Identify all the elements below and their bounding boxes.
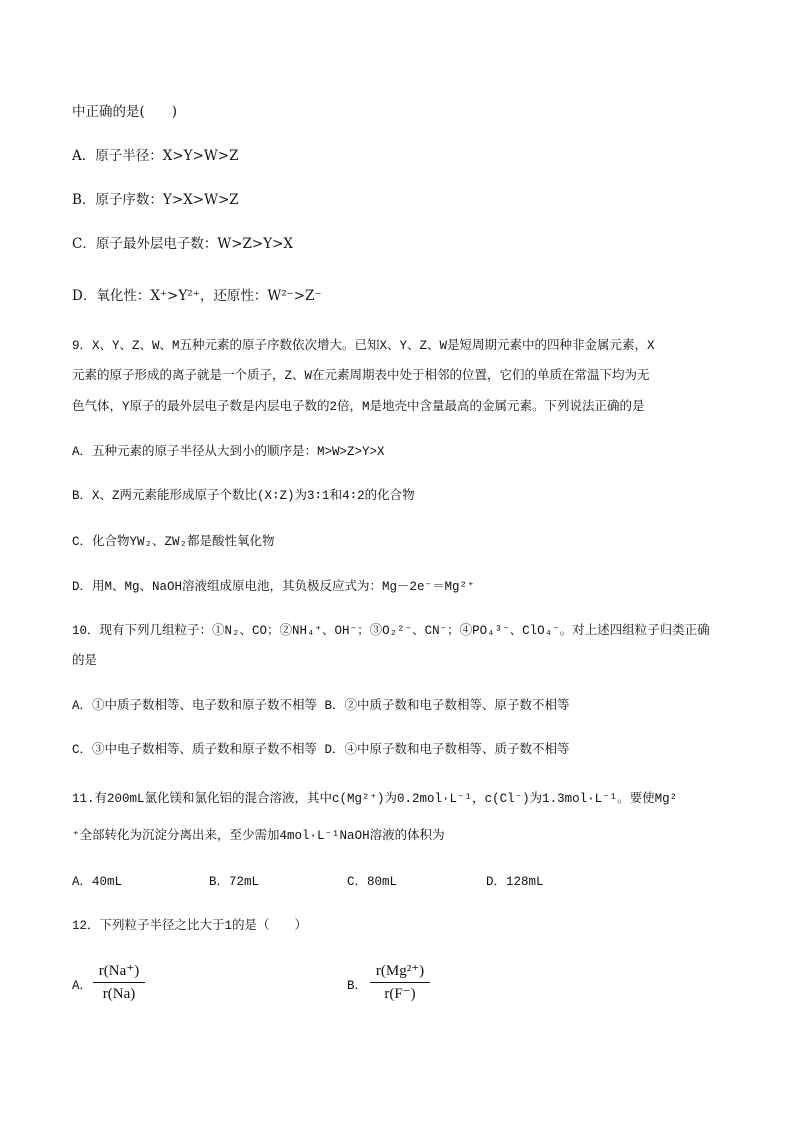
- option-b: B．原子序数：Y>X>W>Z: [72, 192, 239, 208]
- fraction-denominator: r(F⁻): [384, 986, 416, 1002]
- q9-option-a: A．五种元素的原子半径从大到小的顺序是：M>W>Z>Y>X: [72, 445, 385, 459]
- q11-option-a: A．40mL: [72, 875, 123, 889]
- q11-option-c: C．80mL: [347, 875, 398, 889]
- q9-option-b: B．X、Z两元素能形成原子个数比(X∶Z)为3∶1和4∶2的化合物: [72, 489, 415, 503]
- fraction-denominator: r(Na): [102, 986, 136, 1002]
- q9-option-c: C．化合物YW₂、ZW₂都是酸性氧化物: [72, 535, 275, 549]
- q12-option-b-label: B．: [347, 979, 368, 993]
- fraction-bar: [93, 982, 145, 983]
- question-11-line-2: ⁺全部转化为沉淀分离出来，至少需加4mol·L⁻¹NaOH溶液的体积为: [72, 829, 445, 843]
- option-c: C．原子最外层电子数：W>Z>Y>X: [72, 236, 294, 252]
- question-9-line-2: 元素的原子形成的离子就是一个质子，Z、W在元素周期表中处于相邻的位置，它们的单质在常温下均为无: [72, 369, 650, 383]
- option-a: A．原子半径：X>Y>W>Z: [72, 148, 239, 164]
- fraction-bar: [370, 982, 430, 983]
- question-11-line-1: 11.有200mL氯化镁和氯化铝的混合溶液，其中c(Mg²⁺)为0.2mol·L⁻¹，c(Cl⁻)为1.3mol·L⁻¹。要使Mg²: [72, 792, 678, 806]
- question-10-line-1: 10．现有下列几组粒子：①N₂、CO；②NH₄⁺、OH⁻；③O₂²⁻、CN⁻；④PO₄³⁻、ClO₄⁻。对上述四组粒子归类正确: [72, 624, 710, 638]
- fraction-numerator: r(Mg²⁺): [375, 963, 425, 979]
- question-12: 12．下列粒子半径之比大于1的是（ ）: [72, 919, 308, 933]
- option-d: D．氧化性：X⁺>Y²⁺，还原性：W²⁻>Z⁻: [72, 288, 322, 304]
- q12-option-a-fraction: [93, 962, 145, 1003]
- question-9-line-3: 色气体，Y原子的最外层电子数是内层电子数的2倍，M是地壳中含量最高的金属元素。下列说法正确的是: [72, 400, 645, 414]
- fraction-numerator: r(Na⁺): [98, 963, 140, 979]
- q10-options-ab: A．①中质子数相等、电子数和原子数不相等 B．②中质子数和电子数相等、原子数不相等: [72, 699, 570, 713]
- q9-option-d: D．用M、Mg、NaOH溶液组成原电池，其负极反应式为：Mg－2e⁻＝Mg²⁺: [72, 580, 475, 594]
- q11-option-d: D．128mL: [486, 875, 544, 889]
- text-line: 中正确的是( ): [72, 104, 178, 120]
- q11-option-b: B．72mL: [209, 875, 260, 889]
- question-10-line-2: 的是: [72, 654, 98, 668]
- q10-options-cd: C．③中电子数相等、质子数和原子数不相等 D．④中原子数和电子数相等、质子数不相等: [72, 743, 570, 757]
- q12-option-a-label: A．: [72, 979, 93, 993]
- q12-option-b-fraction: [370, 962, 430, 1003]
- question-9-line-1: 9．X、Y、Z、W、M五种元素的原子序数依次增大。已知X、Y、Z、W是短周期元素中的四种非金属元素，X: [72, 339, 655, 353]
